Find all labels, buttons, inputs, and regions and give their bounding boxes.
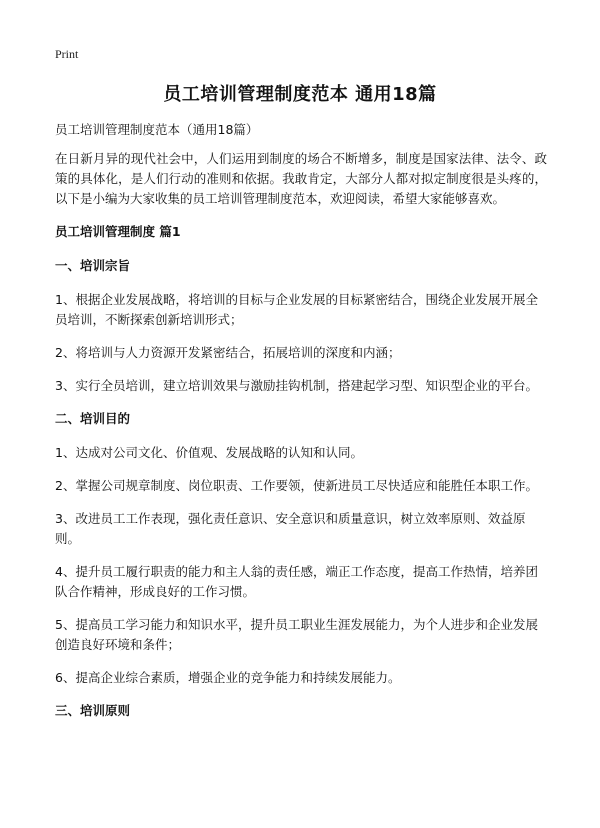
list-item: 3、实行全员培训，建立培训效果与激励挂钩机制，搭建起学习型、知识型企业的平台。 (55, 378, 538, 393)
article-heading: 员工培训管理制度 篇1 (55, 224, 181, 239)
section-heading: 一、培训宗旨 (55, 258, 131, 273)
intro-paragraph: 在日新月异的现代社会中，人们运用到制度的场合不断增多，制度是国家法律、法令、政策的具体化，是人们行动的准则和依据。我敢肯定，大部分人都对拟定制度很是头疼的，以下是小编为大家收集的员工培训管理制度范本，欢迎阅读，希望大家能够喜欢。 (55, 151, 547, 206)
list-item: 4、提升员工履行职责的能力和主人翁的责任感，端正工作态度，提高工作热情，培养团队合作精神，形成良好的工作习惯。 (55, 564, 538, 599)
section-purpose (55, 256, 547, 396)
list-item: 2、掌握公司规章制度、岗位职责、工作要领，使新进员工尽快适应和能胜任本职工作。 (55, 478, 538, 493)
list-item: 3、改进员工工作表现，强化责任意识、安全意识和质量意识，树立效率原则、效益原则。 (55, 511, 526, 546)
print-label: Print (55, 47, 79, 61)
list-item: 5、提高员工学习能力和知识水平，提升员工职业生涯发展能力，为个人进步和企业发展创造良好环境和条件； (55, 617, 538, 652)
section-goals (55, 409, 547, 688)
section-heading: 三、培训原则 (55, 703, 131, 718)
section-heading: 二、培训目的 (55, 411, 131, 426)
list-item: 2、将培训与人力资源开发紧密结合，拓展培训的深度和内涵； (55, 345, 401, 360)
document-body (55, 120, 547, 735)
list-item: 1、达成对公司文化、价值观、发展战略的认知和认同。 (55, 445, 363, 460)
page-title: 员工培训管理制度范本 通用18篇 (163, 84, 437, 105)
list-item: 6、提高企业综合素质，增强企业的竞争能力和持续发展能力。 (55, 670, 401, 685)
document-subtitle: 员工培训管理制度范本（通用18篇） (55, 122, 259, 137)
section-principles (55, 701, 547, 721)
list-item: 1、根据企业发展战略，将培训的目标与企业发展的目标紧密结合，围绕企业发展开展全员培训，不断探索创新培训形式； (55, 292, 538, 327)
